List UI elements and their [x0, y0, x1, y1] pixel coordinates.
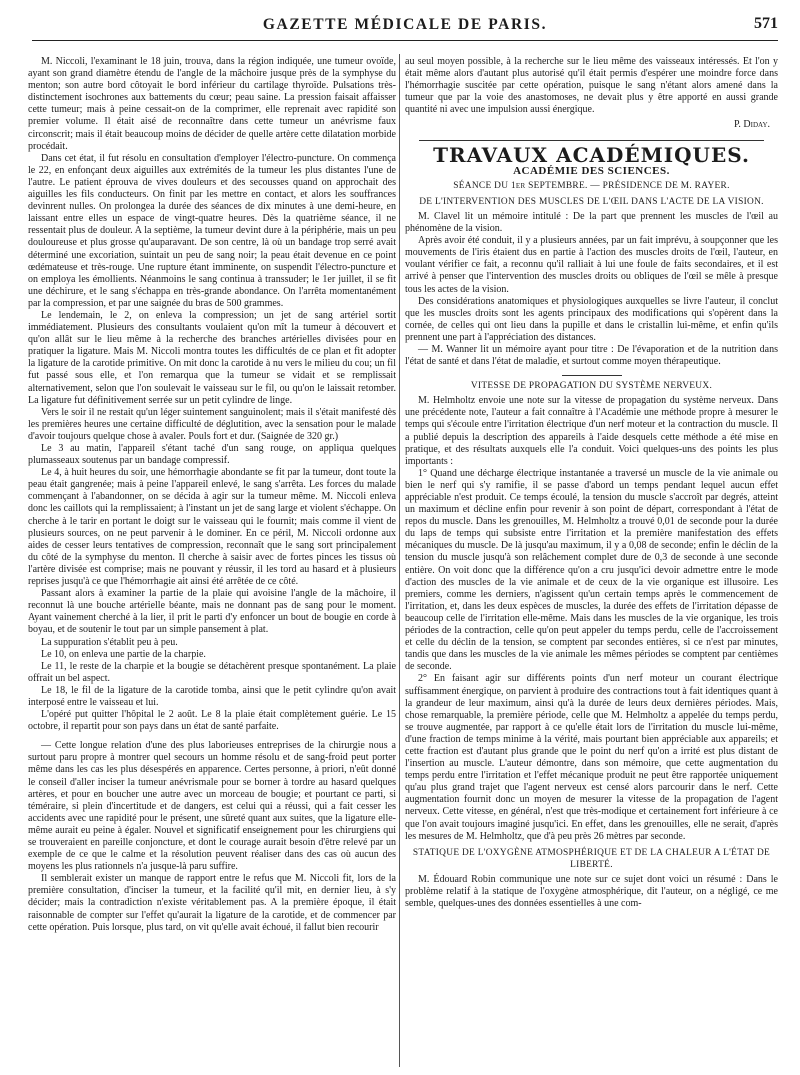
section-divider [419, 140, 764, 141]
paragraph: Vers le soir il ne restait qu'un léger suintement sanguinolent; mais il s'était manifesté dès les premières heures une certaine difficulté de déglutition, avec la sensation pour le malade d'avoir toujours quelque chose à avaler. Pouls fort et dur. (Saignée de 320 gr.) [28, 406, 396, 442]
topic-heading: DE L'INTERVENTION DES MUSCLES DE L'ŒIL DANS L'ACTE DE LA VISION. [419, 196, 764, 207]
section-title: TRAVAUX ACADÉMIQUES. [433, 142, 750, 167]
paragraph: 2° En faisant agir sur différents points d'un nerf moteur un courant électrique suffisamment énergique, on parvient à produire des contractions tout à fait identiques quant à la grandeur de leur maximum, ainsi qu'à la durée de leurs deux dernières périodes. Mais, chose remarquable, la première période, celle que M. Helmholtz a appelée du temps perdu, se trouve augmentée, par rapport à ce qu'elle était lors de l'irritation du muscle lui-même, d'une fraction de temps minime à la vérité, mais pourtant bien appréciable aux appareils; et cette fraction est d'autant plus grande que le point du nerf qu'on a irrité est plus distant de l'insertion au muscle. L'auteur démontre, dans son mémoire, que cette augmentation du temps perdu entre l'irritation et l'effet mécanique produit ne peut être rapportée uniquement qu'au plus grand trajet que l'agent nerveux est censé alors parcourir dans le nerf. Cette augmentation fournit donc un moyen de mesurer la vitesse de la propagation de l'agent nerveux. Cette vitesse, en général, n'est que très-modique et certainement fort inférieure à ce que l'on avait toujours imaginé jusqu'ici. En effet, dans les grenouilles, elle ne serait, d'après les mesures de M. Helmholtz, que d'à peu près 26 mètres par seconde. [405, 673, 778, 842]
topic-heading: STATIQUE DE L'OXYGÈNE ATMOSPHÉRIQUE ET DE LA CHALEUR A L'ÉTAT DE LIBERTÉ. [412, 847, 771, 870]
paragraph: Le 10, on enleva une partie de la charpie. [41, 648, 206, 660]
paragraph: Le 18, le fil de la ligature de la carotide tomba, ainsi que le petit cylindre qu'on avait interposé entre le vaisseau et lui. [28, 684, 396, 708]
paragraph: Le 4, à huit heures du soir, une hémorrhagie abondante se fit par la tumeur, dont toute la peau était gangrenée; mais à peine l'appareil enlevé, le sang s'arrêta. Les forces du malade commençant à l'abandonner, on se décida à agir sur la tumeur même. M. Niccoli enleva donc les caillots qui la remplissaient; à l'instant un jet de sang large et violent s'échappe. On cherche à le tarir en portant le doigt sur le vaisseau qui le fournit; mais comme il vient de plusieurs sources, on ne peut parvenir à le dominer. En ce péril, M. Niccoli ordonne aux aides de cesser leurs tentatives de compression, reconnaît que le sang sort principalement du côté de la symphyse du menton. Il cherche à saisir avec de fortes pinces les tissus où l'artère divisée est comprise; mais ne pouvant y réussir, il les tord au hasard et à plusieurs reprises jusqu'à ce que l'hémorrhagie ait ainsi été arrêtée de ce côté. [28, 467, 396, 588]
paragraph: Le lendemain, le 2, on enleva la compression; un jet de sang artériel sortit immédiatement. Plusieurs des consultants voulaient qu'on mît la tumeur à découvert et qu'on allât sur le lieu même à la recherche des branches artérielles divisées pour en pratiquer la ligature. Mais M. Niccoli montra toutes les difficultés de ce plan et fit adopter la ligature de la carotide primitive. On mit donc la carotide à nu vers le milieu du cou; un fil fut passé sous elle, et l'on remarqua que la tumeur se vidait et se remplissait alternativement, selon que l'on soulevait le vaisseau sur le fil, ou qu'on le laissait retomber. La ligature fut définitivement serrée sur un petit cylindre de linge. [28, 309, 396, 406]
paragraph: Le 11, le reste de la charpie et la bougie se détachèrent presque spontanément. La plaie offrait un bel aspect. [28, 660, 396, 684]
paragraph: L'opéré put quitter l'hôpital le 2 août. Le 8 la plaie était complètement guérie. Le 15 octobre, il repartit pour son pays dans un état de santé parfaite. [28, 709, 396, 733]
paragraph: — M. Wanner lit un mémoire ayant pour titre : De l'évaporation et de la nutrition dans l'état de santé et dans l'état de maladie, et surtout comme moyen thérapeutique. [405, 343, 778, 368]
author-signature: P. Diday. [733, 119, 770, 131]
right-column [405, 56, 778, 1069]
academy-heading: ACADÉMIE DES SCIENCES. [513, 164, 670, 177]
paragraph: Dans cet état, il fut résolu en consultation d'employer l'électro-puncture. On commença le 22, en enfonçant deux aiguilles aux extrémités de la tumeur les plus distantes l'une de l'autre. Le patient éprouva de vives douleurs et des secousses quand on approchait des aiguilles les fils conducteurs. On finit par les mettre en contact, et alors les souffrances devinrent nulles. On prolongea la durée des séances de dix minutes à une demi-heure, en laissant entre elles un espace de vingt-quatre heures. Dès la quatrième séance, il ne ressentait plus de douleur. A la septième, la tumeur devint dure à la périphérie, mais un peu douloureuse et plus grosse qu'auparavant. De son centre, là où un bandage trop serré avait déterminé une excoriation, suintait un peu de sang noir; la peau était devenue en ce point œdémateuse et très-rouge. Une rupture étant imminente, on suspendit l'électro-puncture et on employa les émollients. Néanmoins le sang continua à transsuder; le 1er juillet, il se fit une déchirure, et le sang s'échappa en très-grande abondance. On l'arrêta momentanément par la compression, et par une saignée du bras de 500 grammes. [28, 152, 396, 309]
journal-title: GAZETTE MÉDICALE DE PARIS. [262, 16, 548, 33]
page-header [32, 14, 778, 41]
paragraph: M. Niccoli, l'examinant le 18 juin, trouva, dans la région indiquée, une tumeur ovoïde, ayant son grand diamètre étendu de l'angle de la mâchoire jusque près de la symphyse du menton; son autre bord côtoyait le bord inférieur du cartilage thyroïde. Pulsations très-distinctement isochrones aux battements du cœur; peau saine. La pression faisait affaisser cette tumeur; mais à peine cessait-on de la comprimer, elle reprenait avec rapidité son premier volume. Il était aisé de reconnaître dans cette tumeur un anévrisme faux circonscrit; mais il était beaucoup moins de décider de quelle artère cette dilatation morbide procédait. [28, 56, 396, 152]
paragraph: La suppuration s'établit peu à peu. [41, 636, 178, 648]
page-number: 571 [754, 15, 778, 32]
paragraph: M. Édouard Robin communique une note sur ce sujet dont voici un résumé : Dans le problème relatif à la statique de l'oxygène atmosphérique, dit l'auteur, on a négligé, ce me semble, quelques-unes des données essentielles à une com- [405, 873, 778, 910]
short-divider [562, 375, 622, 376]
paragraph: Le 3 au matin, l'appareil s'étant taché d'un sang rouge, on appliqua quelques plumasseaux soutenus par un bandage compressif. [28, 443, 396, 467]
session-heading: SÉANCE DU 1er SEPTEMBRE. — PRÉSIDENCE DE M. RAYER. [453, 180, 730, 191]
paragraph: Passant alors à examiner la partie de la plaie qui avoisine l'angle de la mâchoire, il reconnut là une bouche artérielle béante, mais ne donnant pas de sang pour le moment. Ayant vainement cherché à la lier, il prit le parti d'y enfoncer un bout de bougie en corde à boyau, et de soutenir le tout par un simple pansement à plat. [28, 588, 396, 636]
topic-heading: VITESSE DE PROPAGATION DU SYSTÈME NERVEUX. [470, 381, 713, 392]
paragraph: Des considérations anatomiques et physiologiques auxquelles se livre l'auteur, il conclut que les muscles droits sont les agents principaux des modifications qui s'opèrent dans la cornée, de celles qui ont lieu dans la pupille et dans le cristallin lui-même, et enfin qu'ils prennent une part à l'appréciation des distances. [405, 295, 778, 343]
paragraph: M. Clavel lit un mémoire intitulé : De la part que prennent les muscles de l'œil au phénomène de la vision. [405, 210, 778, 235]
paragraph: M. Helmholtz envoie une note sur la vitesse de propagation du système nerveux. Dans une précédente note, l'auteur a fait connaître à l'Académie une méthode propre à mesurer le temps qui s'écoule entre l'irritation électrique d'un nerf moteur et la contraction du muscle. Il a publié depuis la description des appareils à l'aide desquels cette méthode a été mise en pratique, et des résultats auxquels elle l'a conduit. Voici quelques-uns des points les plus importants : [405, 395, 778, 467]
paragraph: 1° Quand une décharge électrique instantanée a traversé un muscle de la vie animale ou bien le nerf qui s'y ramifie, il se passe d'abord un temps pendant lequel aucun effet appréciable n'est produit. Ce temps écoulé, la tension du muscle s'accroît par degrés, atteint un maximum et décline enfin pour revenir à son point de départ, correspondant à l'état de repos du muscle. Dans les grenouilles, M. Helmholtz a trouvé 0,01 de seconde pour la durée du laps de temps qui subsiste entre l'irritation et la première manifestation des effets mécaniques du muscle. De là jusqu'au maximum, il y a 0,08 de seconde; enfin le déclin de la tension du muscle jusqu'à son relâchement complet dure de 0,3 de seconde à une seconde entière. On voit donc que la différence qu'on a cru jusqu'ici devoir admettre entre le mode d'action des muscles de la vie animale et de ceux de la vie organique est illusoire. Les premiers, comme les derniers, n'agissent qu'un certain temps après le commencement de l'irritation, et, dans les deux espèces de muscles, la durée des effets de l'irritation dépasse de beaucoup celle de l'irritation elle-même. Mais dans les muscles de la vie organique, les trois périodes de la contraction, celle qu'on peut appeler du temps perdu, celle de l'accroissement et celle du déclin de la tension, se comptent par secondes entières, si ce n'est par minutes, tandis que dans les muscles de la vie animale les mêmes périodes se comptent par centièmes de seconde. [405, 467, 778, 673]
commentary-paragraph: — Cette longue relation d'une des plus laborieuses entreprises de la chirurgie nous a surtout paru propre à montrer quel secours un homme résolu et de sang-froid peut porter même dans les cas les plus désespérés en apparence. Certes personne, à priori, n'eût donné le conseil d'aller inciser la tumeur anévrismale pour se borner à tordre au hasard quelques artères, et pour en boucher une autre avec un morceau de bougie; et pourtant ce parti, si téméraire, si plein d'incertitude et de dangers, est celui qui a réussi, qui a fait cesser les accidents avec une rapidité pour le présent, une sûreté quant aux suites, que la ligature elle-même aurait eu peine à égaler. Nouvel et significatif enseignement pour les chirurgiens qui se trouveraient en pareille conjoncture, et dont le courage aurait besoin d'être relevé par un exemple de ce que le calme et la résolution peuvent réaliser dans des cas où aucun des moyens les plus rationnels n'a jusque-là paru suffire. [28, 740, 396, 873]
left-column [28, 56, 396, 1069]
paragraph: Après avoir été conduit, il y a plusieurs années, par un fait imprévu, à soupçonner que les mouvements de l'iris étaient dus en partie à l'action des muscles droits de l'œil, l'auteur, en voulant vérifier ce fait, a reconnu qu'il ralliait à lui une foule de faits secondaires, et il est arrivé à penser que l'intervention des muscles droits ou obliques de l'œil se mêle à presque tous les actes de la vision. [405, 235, 778, 295]
paragraph: Il semblerait exister un manque de rapport entre le refus que M. Niccoli fit, lors de la première consultation, d'inciser la tumeur, et la facilité qu'il mit, en dernier lieu, à s'y décider; mais la contradiction n'existe véritablement pas. A la première époque, il était raisonnable de compter sur l'effet qu'aurait la ligature de la carotide, et de commencer par cette opération. Puis lorsque, plus tard, on vit qu'elle avait échoué, il fallut bien recourir [28, 873, 396, 933]
column-divider [399, 54, 400, 1067]
continuation-paragraph: au seul moyen possible, à la recherche sur le lieu même des vaisseaux intéressés. Et l'on y était même alors d'autant plus autorisé qu'il était permis d'espérer une moindre force dans l'hémorrhagie suscitée par cette opération, puisque le sang n'étant alors amené dans la tumeur que par la voie des anastomoses, ne devait plus y être apporté en aussi grande quantité ni avec une impulsion aussi énergique. [405, 56, 778, 116]
